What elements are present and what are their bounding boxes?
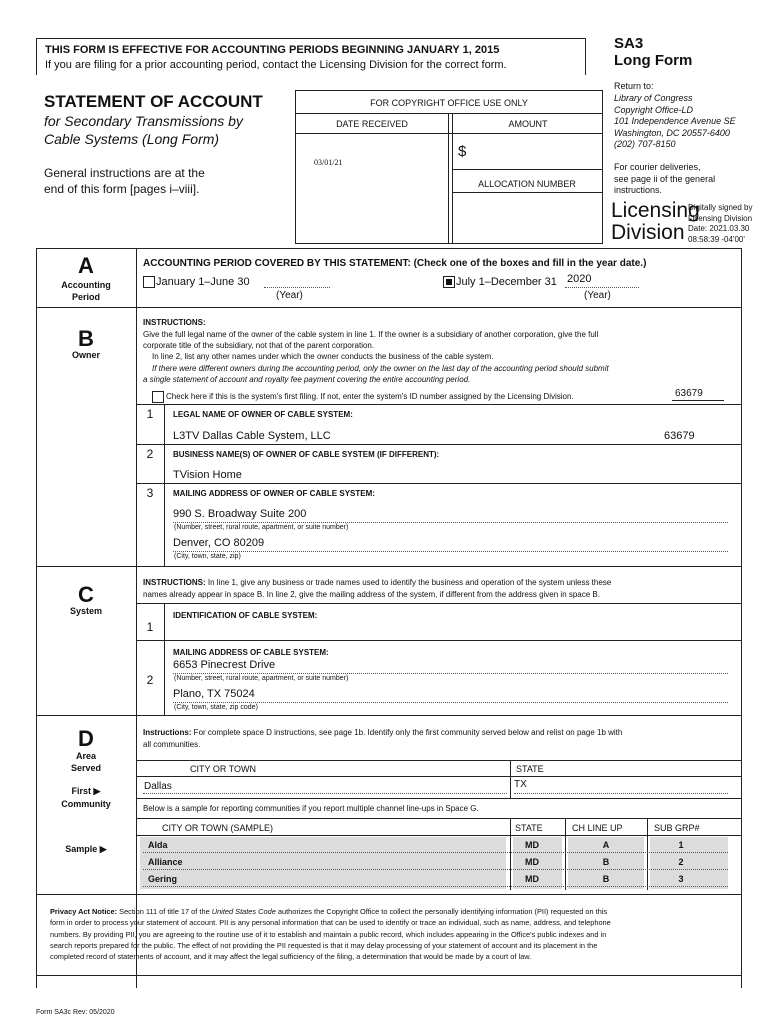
subtitle-1: for Secondary Transmissions by [44, 113, 243, 129]
accounting-period-heading: ACCOUNTING PERIOD COVERED BY THIS STATEMENT: (Check one of the boxes and fill in the year date.) [143, 258, 647, 269]
state-column-header: STATE [516, 764, 544, 774]
owner-instruction-4: If there were different owners during the accounting period, only the owner on the last day of the accounting period should submit [152, 364, 609, 373]
general-instructions-2: end of this form [pages i–viii]. [44, 182, 200, 196]
effective-notice-box [36, 38, 586, 75]
legal-name-label: LEGAL NAME OF OWNER OF CABLE SYSTEM: [173, 410, 353, 419]
system-city-hint: (City, town, state, zip code) [174, 704, 258, 711]
sample-subgroup: 2 [678, 857, 684, 867]
sample-city-header: CITY OR TOWN (SAMPLE) [162, 823, 274, 833]
space-d-label-2: Served [70, 763, 102, 773]
year-label-1: (Year) [276, 290, 303, 301]
business-name-value[interactable]: TVision Home [173, 469, 242, 481]
sample-lineup-header: CH LINE UP [572, 823, 623, 833]
sample-subgroup: 1 [678, 840, 684, 850]
privacy-notice: Privacy Act Notice: Section 111 of title 17 of the United States Code authorizes the Copyright Office to collect the personally identifying information (PII) requested on this form in order to process your statement of account. PII is any personal information that can be used to identify or trace an individual, such as name, address, and telephone numbers. By providing PII, you are agreeing to the routine use of it to establish and maintain a public record, which includes appearing in the Office's public indexes and in search reports prepared for the public. The effect of not providing the PII requested is that it may delay processing of your statement of account and its placement in the completed record of statements of account, and it may affect the legal sufficiency of the filing, a determination that would be made by a court of law. [50, 907, 611, 962]
amount-label: AMOUNT [508, 119, 548, 129]
first-filing-checkbox[interactable] [152, 391, 164, 403]
system-mailing-address-label: MAILING ADDRESS OF CABLE SYSTEM: [173, 648, 329, 657]
first-community-city[interactable]: Dallas [144, 781, 172, 792]
effective-notice: THIS FORM IS EFFECTIVE FOR ACCOUNTING PERIODS BEGINNING JANUARY 1, 2015 [45, 44, 500, 56]
space-b-label: Owner [71, 350, 100, 360]
date-received-label: DATE RECEIVED [336, 119, 408, 129]
page-title: STATEMENT OF ACCOUNT [44, 92, 263, 111]
first-community-label-2: Community [61, 799, 111, 809]
arrow-right-icon: ▶ [99, 844, 107, 854]
space-c-label: System [69, 606, 103, 616]
owner-instruction-1: Give the full legal name of the owner of the cable system in line 1. If the owner is a subsidiary of another corporation, give the full [143, 330, 599, 339]
sample-note: Below is a sample for reporting communities if you report multiple channel line-ups in Space G. [143, 804, 479, 813]
digital-signature-block: Digitally signed by Licensing Division Date: 2021.03.30 08:58:39 -04'00' [688, 203, 753, 244]
space-c-letter: C [78, 582, 94, 607]
period-jan-june-label: January 1–June 30 [156, 276, 250, 288]
sample-lineup: B [602, 857, 610, 867]
owner-street-hint: (Number, street, rural route, apartment, or suite number) [174, 524, 349, 531]
sample-subgroup: 3 [678, 874, 684, 884]
space-d-letter: D [78, 726, 94, 751]
space-b-letter: B [78, 326, 94, 351]
office-use-label: FOR COPYRIGHT OFFICE USE ONLY [370, 98, 528, 108]
office-use-box [295, 90, 603, 244]
space-a-label-2: Period [71, 292, 100, 302]
space-d-label-1: Area [75, 751, 96, 761]
system-id-value[interactable]: 63679 [675, 388, 703, 399]
prior-period-notice: If you are filing for a prior accounting period, contact the Licensing Division for the correct form. [45, 59, 507, 71]
system-city-value[interactable]: Plano, TX 75024 [173, 688, 255, 700]
system-instruction-1: INSTRUCTIONS: In line 1, give any business or trade names used to identify the business and operation of the system unless these [143, 578, 612, 587]
sample-city: Alda [148, 840, 168, 850]
space-a-letter: A [78, 253, 94, 278]
sample-state: MD [525, 857, 539, 867]
legal-name-id[interactable]: 63679 [664, 430, 695, 442]
date-received-value[interactable]: 03/01/21 [314, 158, 343, 167]
area-instruction-2: all communities. [143, 740, 201, 749]
owner-instruction-2: corporate title of the subsidiary, not that of the parent corporation. [143, 341, 375, 350]
sample-state: MD [525, 874, 539, 884]
general-instructions-1: General instructions are at the [44, 166, 205, 180]
return-to-label: Return to: [614, 81, 654, 91]
owner-instruction-3: In line 2, list any other names under which the owner conducts the business of the cable system. [152, 352, 494, 361]
return-address: Library of Congress Copyright Office-LD 101 Independence Avenue SE Washington, DC 20557-6400 (202) 707-8150 [614, 93, 736, 149]
system-street-hint: (Number, street, rural route, apartment, or suite number) [174, 675, 349, 682]
owner-city-value[interactable]: Denver, CO 80209 [173, 537, 265, 549]
first-community-state[interactable]: TX [514, 779, 527, 790]
system-street-value[interactable]: 6653 Pinecrest Drive [173, 659, 276, 671]
owner-line-3-num: 3 [146, 486, 154, 500]
owner-instruction-5: a single statement of account and royalty fee payment covering the entire accounting period. [143, 375, 471, 384]
owner-line-2-num: 2 [146, 447, 154, 461]
amount-dollar: $ [458, 143, 467, 160]
sample-subgroup-header: SUB GRP# [654, 823, 700, 833]
period-july-dec-label: July 1–December 31 [456, 276, 557, 288]
sample-label: Sample ▶ [65, 844, 107, 854]
owner-instructions-heading: INSTRUCTIONS: [143, 318, 206, 327]
subtitle-2: Cable Systems (Long Form) [44, 131, 220, 147]
space-a-label-1: Accounting [61, 280, 111, 290]
area-instruction-1: Instructions: For complete space D instructions, see page 1b. Identify only the first community served below and relist on page 1b with [143, 728, 623, 737]
arrow-right-icon: ▶ [93, 786, 101, 796]
owner-line-1-num: 1 [146, 407, 154, 421]
city-column-header: CITY OR TOWN [190, 764, 257, 774]
business-name-label: BUSINESS NAME(S) OF OWNER OF CABLE SYSTEM (IF DIFFERENT): [173, 450, 440, 459]
owner-street-value[interactable]: 990 S. Broadway Suite 200 [173, 508, 307, 520]
form-type: Long Form [614, 52, 693, 69]
sample-city: Alliance [148, 857, 183, 867]
sample-city: Gering [148, 874, 178, 884]
owner-city-hint: (City, town, state, zip) [174, 553, 241, 560]
legal-name-value[interactable]: L3TV Dallas Cable System, LLC [173, 430, 331, 442]
sample-lineup: A [602, 840, 610, 850]
form-code: SA3 [614, 35, 644, 52]
system-id-label: IDENTIFICATION OF CABLE SYSTEM: [173, 611, 318, 620]
owner-mailing-address-label: MAILING ADDRESS OF OWNER OF CABLE SYSTEM: [173, 489, 375, 498]
system-instruction-2: names already appear in space B. In line 2, give the mailing address of the system, if different from the address given in space B. [143, 590, 600, 599]
first-community-label-1: First ▶ [71, 786, 101, 796]
system-line-1-num: 1 [146, 620, 154, 634]
accounting-year-value[interactable]: 2020 [567, 273, 592, 285]
year-label-2: (Year) [584, 290, 611, 301]
period-july-dec-checkbox[interactable] [443, 276, 455, 288]
sample-state: MD [525, 840, 539, 850]
form-revision-footer: Form SA3c Rev: 05/2020 [36, 1009, 115, 1016]
period-jan-june-checkbox[interactable] [143, 276, 155, 288]
sample-state-header: STATE [515, 823, 543, 833]
courier-note: For courier deliveries, see page ii of the general instructions. [614, 162, 716, 195]
sample-lineup: B [602, 874, 610, 884]
system-line-2-num: 2 [146, 673, 154, 687]
allocation-number-label: ALLOCATION NUMBER [478, 179, 576, 189]
first-filing-text: Check here if this is the system's first filing. If not, enter the system's ID number assigned by the Licensing Division. [166, 392, 574, 401]
signature-graphic: Licensing Division [611, 199, 700, 244]
